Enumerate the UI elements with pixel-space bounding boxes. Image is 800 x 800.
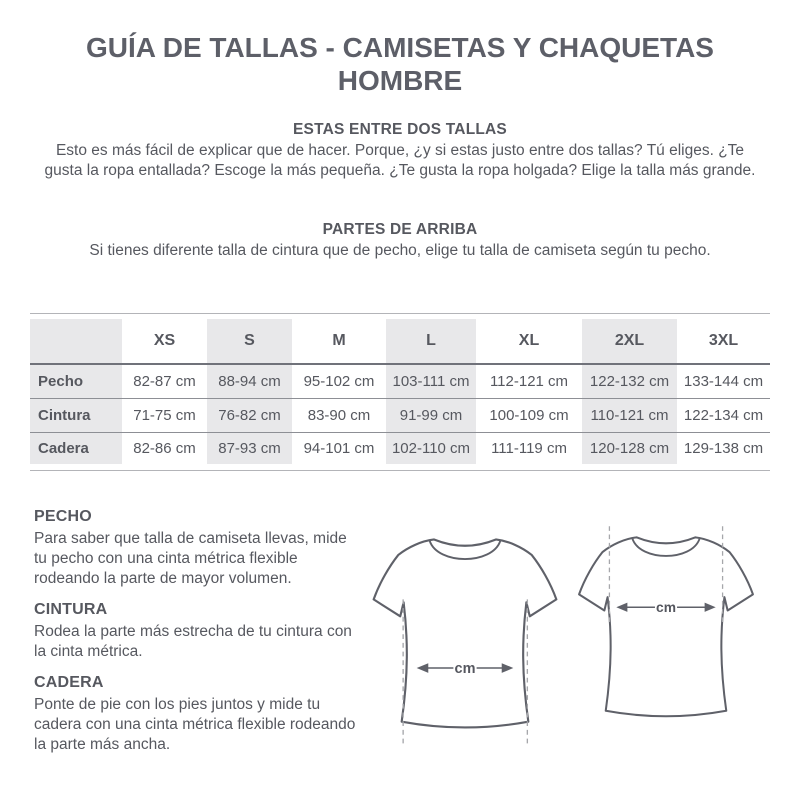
guide-heading-cadera: CADERA bbox=[34, 674, 104, 691]
cell-cintura-2xl: 110-121 cm bbox=[582, 399, 677, 433]
guide-heading-cintura: CINTURA bbox=[34, 601, 108, 618]
cell-pecho-2xl: 122-132 cm bbox=[582, 364, 677, 399]
cell-cadera-xs: 82-86 cm bbox=[133, 440, 196, 457]
size-column-header-2xl: 2XL bbox=[582, 319, 677, 364]
guide-body-pecho: Para saber que talla de camiseta llevas, mide tu pecho con una cinta métrica flexible rodeando la parte de mayor volumen. bbox=[34, 530, 347, 587]
cell-pecho-xs: 82-87 cm bbox=[122, 364, 207, 399]
size-column-header-xl: XL bbox=[476, 319, 582, 364]
cell-cintura-3xl: 122-134 cm bbox=[677, 399, 770, 433]
page-title: GUÍA DE TALLAS - CAMISETAS Y CHAQUETAS HOMBRE bbox=[86, 32, 714, 96]
table-row-cintura bbox=[30, 399, 770, 433]
cell-cadera-s: 87-93 cm bbox=[218, 440, 281, 457]
row-label-cadera: Cadera bbox=[38, 440, 89, 457]
table-top-border bbox=[30, 313, 770, 314]
tops-body: Si tienes diferente talla de cintura que de pecho, elige tu talla de camiseta según tu pecho. bbox=[89, 242, 711, 259]
waist-cm-label: cm bbox=[454, 660, 476, 677]
size-column-header-m: M bbox=[292, 319, 386, 364]
cell-cadera-l: 102-110 cm bbox=[391, 440, 471, 457]
cell-cadera-3xl: 129-138 cm bbox=[683, 440, 764, 457]
cell-cadera-2xl: 120-128 cm bbox=[589, 440, 670, 457]
between-sizes-body: Esto es más fácil de explicar que de hacer. Porque, ¿y si estas justo entre dos tallas? Tú eliges. ¿Te gusta la ropa entallada? Escoge la más pequeña. ¿Te gusta la ropa holgada? Elige la talla más grande. bbox=[44, 142, 756, 179]
cell-pecho-3xl: 133-144 cm bbox=[677, 364, 770, 399]
cell-cintura-xs: 71-75 cm bbox=[122, 399, 207, 433]
table-row-cadera bbox=[30, 433, 770, 465]
cell-cintura-m: 83-90 cm bbox=[292, 399, 386, 433]
guide-body-cadera: Ponte de pie con los pies juntos y mide tu cadera con una cinta métrica flexible rodeando la parte más ancha. bbox=[34, 696, 356, 753]
cell-cintura-xl: 100-109 cm bbox=[476, 399, 582, 433]
cell-cintura-s: 76-82 cm bbox=[207, 399, 292, 433]
between-sizes-heading: ESTAS ENTRE DOS TALLAS bbox=[293, 121, 507, 138]
cell-pecho-s: 88-94 cm bbox=[207, 364, 292, 399]
tshirt-chest-diagram bbox=[574, 516, 758, 750]
guide-heading-pecho: PECHO bbox=[34, 508, 92, 525]
tshirt-waist-diagram bbox=[366, 524, 564, 756]
cell-cintura-l: 91-99 cm bbox=[386, 399, 476, 433]
size-column-header-xs: XS bbox=[122, 319, 207, 364]
table-bottom-border bbox=[30, 470, 770, 471]
tshirt-outline bbox=[374, 539, 557, 727]
cell-pecho-l: 103-111 cm bbox=[386, 364, 476, 399]
size-column-header-s: S bbox=[207, 319, 292, 364]
cell-pecho-m: 95-102 cm bbox=[292, 364, 386, 399]
size-table-header-row bbox=[30, 319, 770, 364]
row-label-pecho: Pecho bbox=[30, 364, 122, 399]
cell-pecho-xl: 112-121 cm bbox=[476, 364, 582, 399]
chest-cm-label: cm bbox=[656, 599, 676, 615]
size-column-header-l: L bbox=[386, 319, 476, 364]
cell-cadera-m: 94-101 cm bbox=[303, 440, 375, 457]
measure-guide bbox=[34, 508, 360, 767]
size-column-header bbox=[30, 319, 122, 364]
cell-cadera-xl: 111-119 cm bbox=[491, 440, 567, 457]
guide-body-cintura: Rodea la parte más estrecha de tu cintura con la cinta métrica. bbox=[34, 623, 352, 660]
size-table bbox=[30, 319, 770, 464]
size-column-header-3xl: 3XL bbox=[677, 319, 770, 364]
tops-heading: PARTES DE ARRIBA bbox=[322, 221, 478, 238]
tshirt-outline bbox=[579, 537, 753, 716]
table-row-pecho bbox=[30, 364, 770, 399]
row-label-cintura: Cintura bbox=[30, 399, 122, 433]
